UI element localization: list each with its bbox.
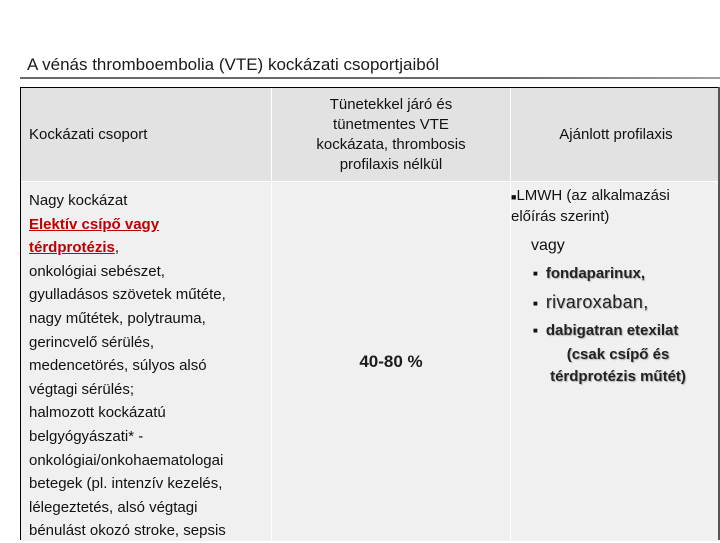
risk-table xyxy=(20,87,720,540)
drug-item-rivaroxaban xyxy=(533,292,649,314)
drug-dabigatran-note: (csak csípő és térdprotézis műtét) xyxy=(550,346,686,385)
risk-group-emphasis: Elektív csípő vagy térdprotézis xyxy=(29,215,160,257)
risk-value-cell xyxy=(272,182,511,541)
risk-group-line: bénulást okozó stroke, sepsis xyxy=(29,522,226,540)
risk-group-line: lélegeztetés, alsó végtagi xyxy=(29,498,198,516)
drug-dabigatran-note-wrap xyxy=(523,344,713,388)
page-title: A vénás thromboembolia (VTE) kockázati csoportjaiból xyxy=(27,55,439,74)
risk-group-line: nagy műtétek, polytrauma, xyxy=(29,309,206,327)
drug-item-fondaparinux xyxy=(533,264,645,284)
risk-group-line: belgyógyászati* - xyxy=(29,427,144,445)
drug-fondaparinux: fondaparinux, xyxy=(545,265,646,282)
bullet-icon: ■ xyxy=(511,192,517,202)
bullet-icon: ■ xyxy=(533,269,538,279)
header-vte-risk xyxy=(272,88,511,182)
title-underline xyxy=(20,77,720,79)
drug-rivaroxaban: rivaroxaban, xyxy=(545,292,649,312)
header-prophylaxis-label: Ajánlott profilaxis xyxy=(559,126,673,143)
or-text: vagy xyxy=(531,237,565,254)
header-risk-group-label: Kockázati csoport xyxy=(29,126,148,143)
prophylaxis-cell xyxy=(511,182,720,541)
risk-group-emphasis-line xyxy=(29,213,209,260)
header-vte-risk-label: Tünetekkel járó és tünetmentes VTE kockázata, thrombosis profilaxis nélkül xyxy=(316,95,466,173)
risk-value: 40-80 % xyxy=(359,351,423,371)
risk-group-line: onkológiai sebészet, xyxy=(29,262,165,280)
risk-group-line: onkológiai/onkohaematologai xyxy=(29,451,224,469)
risk-group-line: gerincvelő sérülés, xyxy=(29,333,155,351)
drug-item-dabigatran xyxy=(533,321,678,341)
lmwh-item xyxy=(511,186,716,227)
lmwh-text: LMWH (az alkalmazási előírás szerint) xyxy=(511,187,670,225)
risk-group-line: végtagi sérülés; xyxy=(29,380,135,398)
risk-group-line: halmozott kockázatú xyxy=(29,404,166,422)
bullet-icon: ■ xyxy=(533,326,538,336)
header-risk-group xyxy=(21,88,272,182)
risk-group-name: Nagy kockázat xyxy=(29,192,128,209)
risk-group-comma: , xyxy=(114,239,120,257)
risk-group-line: medencetörés, súlyos alsó xyxy=(29,357,207,375)
bullet-icon: ■ xyxy=(533,299,538,309)
header-prophylaxis xyxy=(511,88,720,182)
risk-group-line: gyulladásos szövetek műtéte, xyxy=(29,286,226,304)
risk-group-cell xyxy=(21,182,272,541)
risk-group-line: betegek (pl. intenzív kezelés, xyxy=(29,475,223,493)
drug-dabigatran: dabigatran etexilat xyxy=(545,322,679,339)
